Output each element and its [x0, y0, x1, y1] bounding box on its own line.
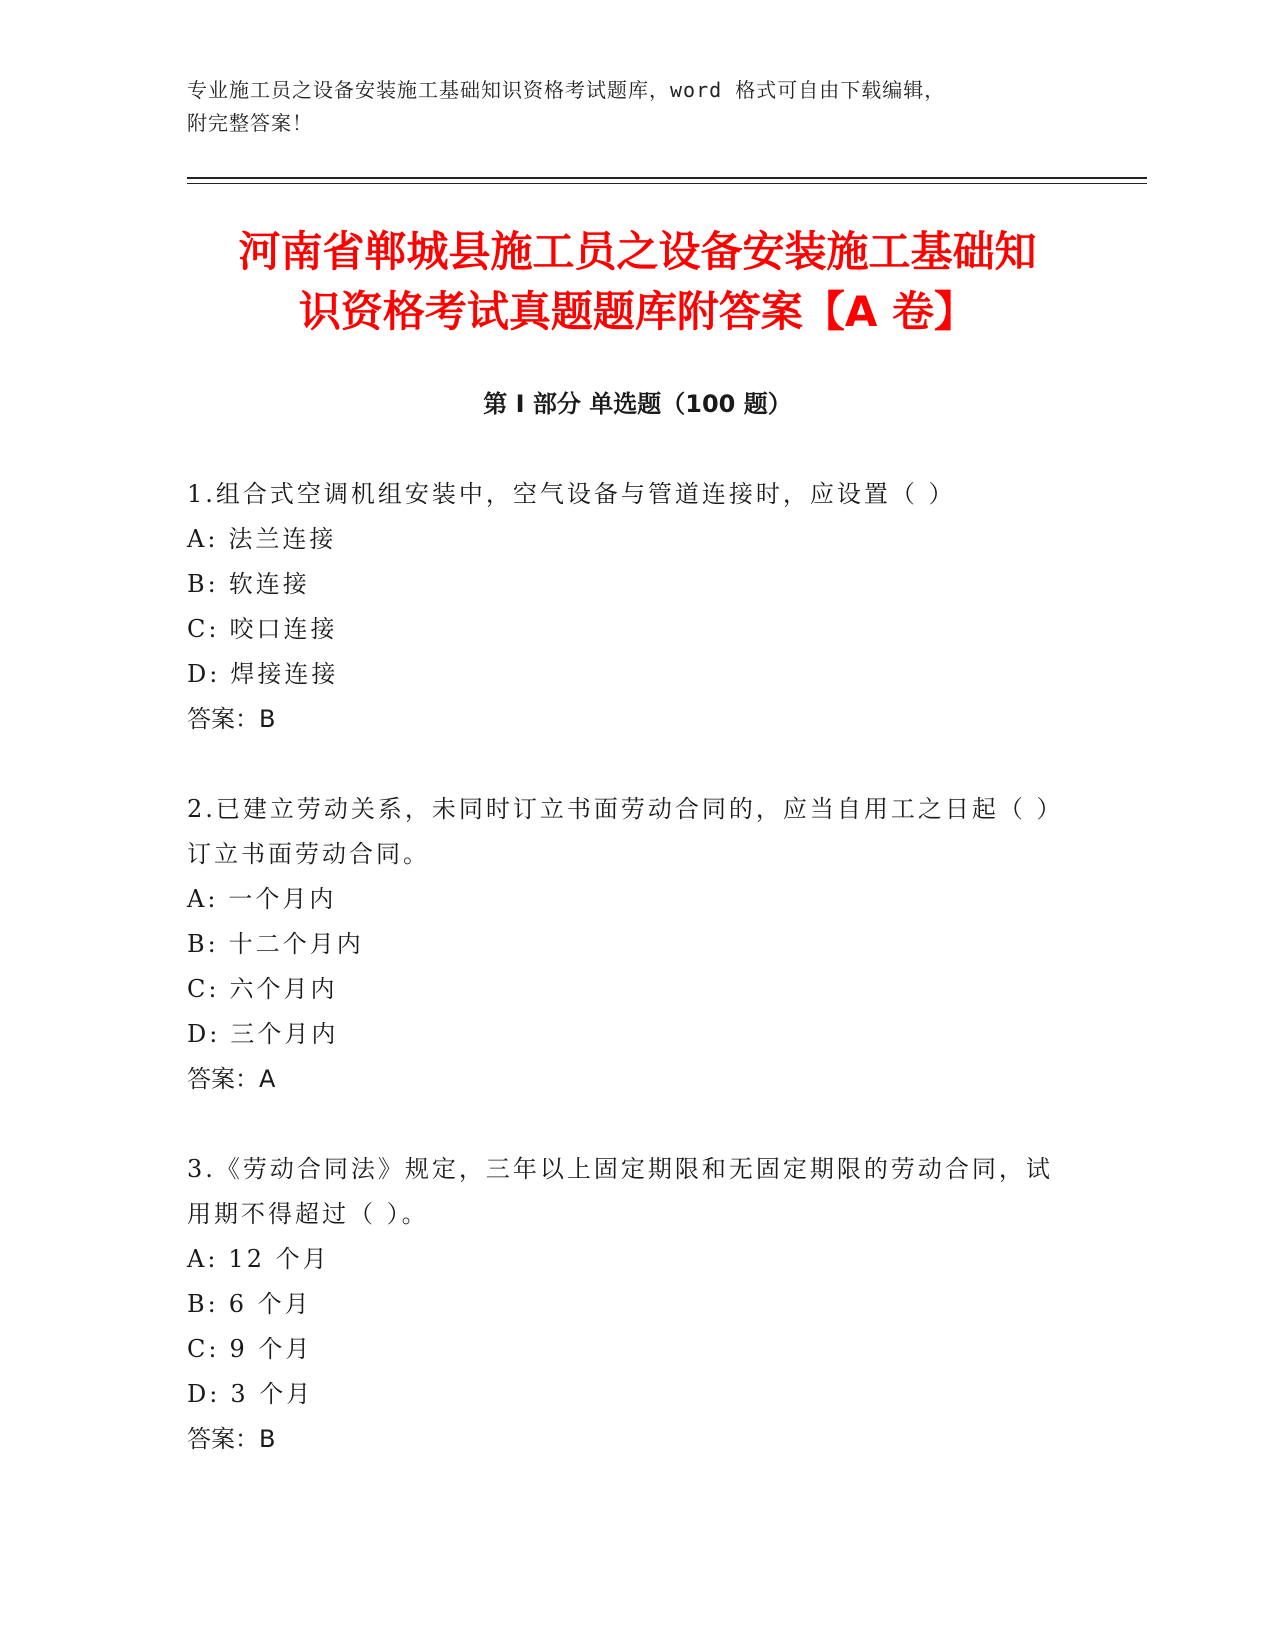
- header-divider-thick: [187, 177, 1147, 179]
- option-b: [187, 1282, 1067, 1327]
- option-c: [187, 607, 1067, 652]
- header-note: [187, 74, 1067, 140]
- option-letter: B:: [187, 1290, 219, 1318]
- document-title-line-1: 河南省郸城县施工员之设备安装施工基础知: [238, 227, 1037, 276]
- section-heading: 第 I 部分 单选题（100 题）: [483, 390, 792, 418]
- option-text: 12 个月: [228, 1245, 330, 1273]
- answer-line: 答案：A: [187, 1065, 276, 1093]
- option-letter: B:: [187, 570, 219, 598]
- question-3: [187, 1147, 1067, 1462]
- option-letter: C:: [187, 615, 220, 643]
- option-text: 软连接: [228, 570, 310, 598]
- answer-line: 答案：B: [187, 1425, 276, 1453]
- question-list: [187, 472, 1067, 1462]
- answer-line: 答案：B: [187, 705, 276, 733]
- option-letter: A:: [187, 1245, 219, 1273]
- option-b: [187, 562, 1067, 607]
- option-text: 六个月内: [229, 975, 338, 1003]
- option-text: 咬口连接: [229, 615, 338, 643]
- question-stem: 3.《劳动合同法》规定，三年以上固定期限和无固定期限的劳动合同，试用期不得超过（ ）。: [187, 1155, 1053, 1228]
- document-title: [150, 222, 1125, 342]
- option-text: 十二个月内: [228, 930, 364, 958]
- option-letter: B:: [187, 930, 219, 958]
- option-d: [187, 652, 1067, 697]
- option-letter: C:: [187, 975, 220, 1003]
- option-d: [187, 1372, 1067, 1417]
- option-letter: A:: [187, 885, 219, 913]
- question-stem: 1.组合式空调机组安装中，空气设备与管道连接时，应设置（ ）: [187, 480, 956, 508]
- question-1: [187, 472, 1067, 742]
- option-text: 9 个月: [229, 1335, 313, 1363]
- option-letter: D:: [187, 660, 221, 688]
- option-text: 一个月内: [228, 885, 337, 913]
- question-2: [187, 787, 1067, 1102]
- option-text: 法兰连接: [228, 525, 337, 553]
- document-title-line-2: 识资格考试真题题库附答案【A 卷】: [298, 287, 977, 336]
- option-d: [187, 1012, 1067, 1057]
- option-c: [187, 1327, 1067, 1372]
- option-text: 3 个月: [230, 1380, 314, 1408]
- header-divider-thin: [187, 183, 1147, 184]
- option-text: 三个月内: [230, 1020, 339, 1048]
- option-a: [187, 517, 1067, 562]
- option-letter: D:: [187, 1380, 221, 1408]
- option-text: 焊接连接: [230, 660, 339, 688]
- header-note-line-1: 专业施工员之设备安装施工基础知识资格考试题库，word 格式可自由下载编辑，: [187, 78, 946, 102]
- option-text: 6 个月: [228, 1290, 312, 1318]
- question-stem: 2.已建立劳动关系，未同时订立书面劳动合同的，应当自用工之日起（ ）订立书面劳动合同。: [187, 795, 1064, 868]
- option-b: [187, 922, 1067, 967]
- option-a: [187, 1237, 1067, 1282]
- option-letter: D:: [187, 1020, 221, 1048]
- option-letter: A:: [187, 525, 219, 553]
- option-a: [187, 877, 1067, 922]
- option-c: [187, 967, 1067, 1012]
- header-note-line-2: 附完整答案！: [187, 111, 313, 135]
- option-letter: C:: [187, 1335, 220, 1363]
